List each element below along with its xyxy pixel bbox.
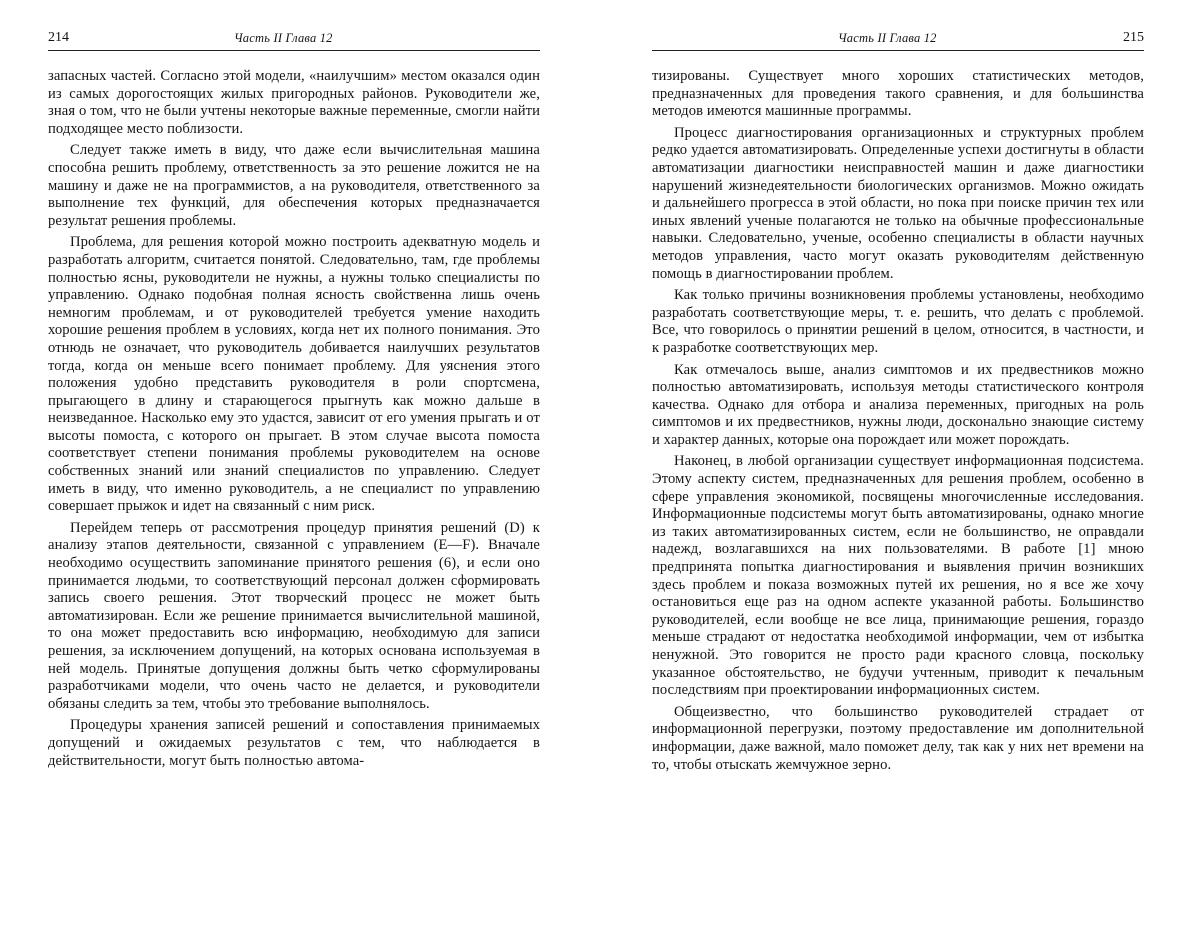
left-page (48, 0, 540, 944)
paragraph: запасных частей. Согласно этой модели, «наилучшим» местом оказался один из самых дорогостоящих жилых пригородных районов. Руководители же, зная о том, что не были учтены некоторые важные переменные, смогли найти подходящее место поблизости. (48, 68, 540, 137)
paragraph: Следует также иметь в виду, что даже если вычислительная машина способна решить проблему, ответственность за это решение ложится не на машину и даже не на программистов, а на руководителя, ответственного за выполнение тех функций, для обеспечения которых предназначается результат решения проблемы. (48, 142, 540, 229)
paragraph: Процедуры хранения записей решений и сопоставления принимаемых допущений и ожидаемых результатов с тем, что наблюдается в действительности, могут быть полностью автома- (48, 717, 540, 769)
paragraph: Процесс диагностирования организационных и структурных проблем редко удается автоматизировать. Определенные успехи достигнуты в области автоматизации диагностики неисправностей машин и даже диагностики нарушений жизнедеятельности биологических организмов. Можно ожидать и дальнейшего прогресса в этой области, но пока при поиске причин тех или иных явлений ученые полагаются не только на обычные профессиональные навыки. Следовательно, ученые, особенно специалисты в области научных методов управления, часто могут оказать руководителям действенную помощь в диагностировании проблем. (652, 124, 1144, 282)
paragraph: Как только причины возникновения проблемы установлены, необходимо разработать соответствующие меры, т. е. решить, что делать с проблемой. Все, что говорилось о принятии решений в целом, относится, в частности, и к разработке соответствующих мер. (652, 287, 1144, 356)
paragraph: Наконец, в любой организации существует информационная подсистема. Этому аспекту систем, предназначенных для решения проблем, особенно в сфере управления экономикой, посвящены многочисленные исследования. Информационные подсистемы могут быть автоматизированы, однако многие из таких автоматизированных систем, если не большинство, не оправдали надежд, возлагавшихся на них пользователями. В работе [1] мною предпринята попытка диагностирования и выявления причин возникших здесь проблем и показа возможных путей их решения, но я все же хочу остановиться еще раз на одном аспекте указанной работы. Большинство руководителей, если вообще не все лица, принимающие решения, гораздо меньше страдают от недостатка необходимой информации, чем от избытка ненужной. Это говорится не просто ради красного словца, поскольку указанное обстоятельство, не будучи учтенным, приводит к печальным последствиям при проектировании информационных систем. (652, 453, 1144, 699)
left-page-body (48, 68, 540, 774)
page-number: 214 (48, 30, 69, 45)
running-head: Часть II Глава 12 (234, 31, 333, 45)
paragraph: Проблема, для решения которой можно построить адекватную модель и разработать алгоритм, считается понятой. Следовательно, там, где проблемы полностью ясны, руководители не нужны, а нужны только специалисты по управлению. Однако подобная полная ясность свойственна лишь очень немногим проблемам, и от руководителей требуется умение находить хорошие решения проблем в условиях, когда нет их полного понимания. Это отнюдь не означает, что руководитель добивается наилучших результатов тогда, когда он меньше всего понимает проблему. Для уяснения этого положения удобно представить руководителя в роли спортсмена, прыгающего в длину и старающегося прыгнуть как можно дальше в неизведанное. Насколько ему это удастся, зависит от его умения прыгать и от высоты помоста, с которого он прыгает. В этом случае высота помоста соответствует степени понимания проблемы руководителем на основе собственных знаний или знаний специалистов по управлению. Следует иметь в виду, что именно руководитель, а не специалист по управлению совершает прыжок и идет на связанный с ним риск. (48, 234, 540, 515)
paragraph: Как отмечалось выше, анализ симптомов и их предвестников можно полностью автоматизировать, используя методы статистического контроля качества. Однако для отбора и анализа переменных, пригодных на роль симптомов и их предвестников, нужны люди, досконально знающие систему и характер данных, которые она порождает или может порождать. (652, 361, 1144, 448)
page-number: 215 (1123, 30, 1144, 45)
left-page-header (48, 28, 540, 51)
paragraph: Перейдем теперь от рассмотрения процедур принятия решений (D) к анализу этапов деятельности, связанной с управлением (E—F). Вначале необходимо осуществить запоминание принятого решения (6), и если оно принимается людьми, то соответствующий персонал должен сформировать запись своего решения. Этот творческий процесс не может быть автоматизирован. Если же решение принимается вычислительной машиной, то она может предоставить всю информацию, необходимую для записи решения, за исключением допущений, на которых основана используемая в ней модель. Принятые допущения должны быть четко сформулированы разработчиками модели, что очень часто не делается, и руководители обязаны следить за тем, чтобы это требование выполнялось. (48, 519, 540, 712)
right-page-header (652, 28, 1144, 51)
running-head: Часть II Глава 12 (838, 31, 937, 45)
paragraph: Общеизвестно, что большинство руководителей страдает от информационной перегрузки, поэтому предоставление им дополнительной информации, даже важной, мало поможет делу, так как у них нет времени на то, чтобы отыскать жемчужное зерно. (652, 703, 1144, 773)
paragraph: тизированы. Существует много хороших статистических методов, предназначенных для проведения такого сравнения, и для большинства методов имеются машинные программы. (652, 68, 1144, 120)
right-page-body (652, 68, 1144, 778)
right-page (652, 0, 1144, 944)
